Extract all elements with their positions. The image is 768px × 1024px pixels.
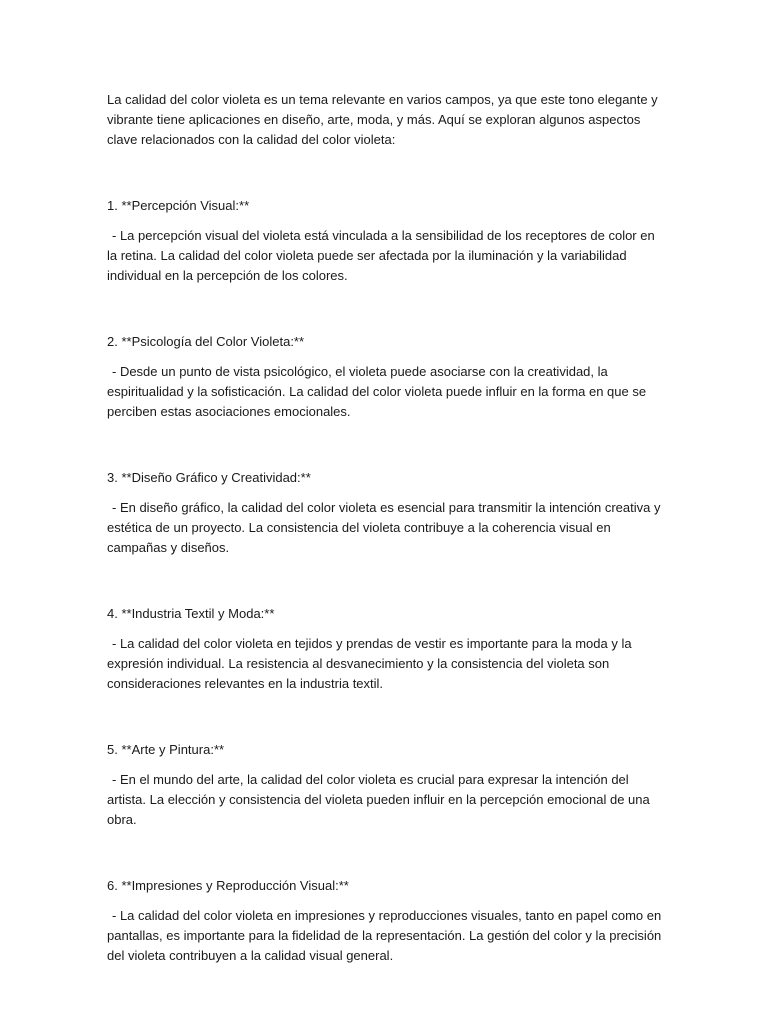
section-body: - En el mundo del arte, la calidad del color violeta es crucial para expresar la intención del artista. La elección y consistencia del violeta pueden influir en la percepción emocional de una obra. (107, 772, 650, 827)
section-title: 6. **Impresiones y Reproducción Visual:** (107, 878, 349, 893)
section-title: 5. **Arte y Pintura:** (107, 742, 225, 757)
section-psychology (107, 332, 667, 422)
section-body: - En diseño gráfico, la calidad del color violeta es esencial para transmitir la intención creativa y estética de un proyecto. La consistencia del violeta contribuye a la coherencia visual en campañas y diseños. (107, 500, 661, 555)
section-perception (107, 196, 667, 286)
section-body: - Desde un punto de vista psicológico, el violeta puede asociarse con la creatividad, la espiritualidad y la sofisticación. La calidad del color violeta puede influir en la forma en que se perciben estas asociaciones emocionales. (107, 364, 647, 419)
section-textile-fashion (107, 604, 667, 694)
section-title: 2. **Psicología del Color Violeta:** (107, 334, 305, 349)
section-title: 4. **Industria Textil y Moda:** (107, 606, 275, 621)
section-body: - La calidad del color violeta en impresiones y reproducciones visuales, tanto en papel como en pantallas, es importante para la fidelidad de la representación. La gestión del color y la precisión del violeta contribuyen a la calidad visual general. (107, 908, 662, 963)
section-print-reproduction (107, 876, 667, 966)
intro-paragraph: La calidad del color violeta es un tema relevante en varios campos, ya que este tono elegante y vibrante tiene aplicaciones en diseño, arte, moda, y más. Aquí se exploran algunos aspectos clave relacionados con la calidad del color violeta: (107, 92, 658, 147)
section-body: - La percepción visual del violeta está vinculada a la sensibilidad de los receptores de color en la retina. La calidad del color violeta puede ser afectada por la iluminación y la variabilidad individual en la percepción de los colores. (107, 228, 655, 283)
section-graphic-design (107, 468, 667, 558)
section-title: 1. **Percepción Visual:** (107, 198, 250, 213)
section-title: 3. **Diseño Gráfico y Creatividad:** (107, 470, 311, 485)
section-body: - La calidad del color violeta en tejidos y prendas de vestir es importante para la moda y la expresión individual. La resistencia al desvanecimiento y la consistencia del violeta son consideraciones relevantes en la industria textil. (107, 636, 632, 691)
section-art-painting (107, 740, 667, 830)
document-content (107, 90, 667, 1012)
